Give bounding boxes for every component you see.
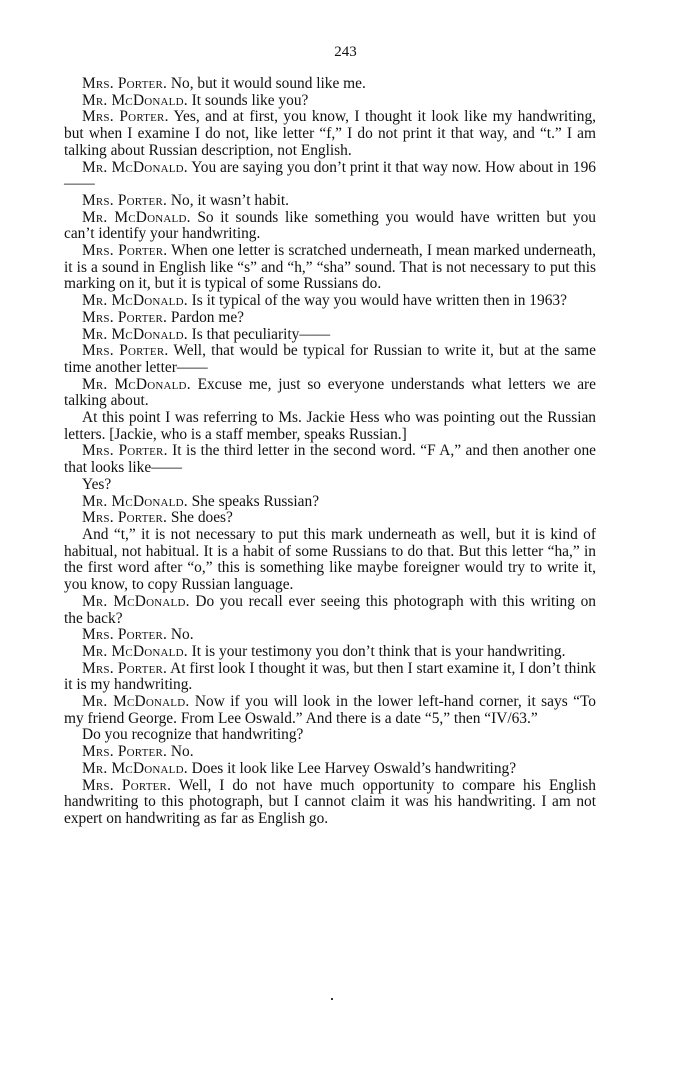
paragraph-text: Yes, and at first, you know, I thought it look like my handwriting, but when I examine I do not, like letter “f,” I do not print it that way, and “t.” I am talking about Russian description, not English. xyxy=(64,108,596,159)
speaker-label: Mrs. Porter. xyxy=(82,659,168,677)
speaker-label: Mr. McDonald. xyxy=(82,292,188,310)
testimony-paragraph xyxy=(64,510,596,527)
testimony-paragraph xyxy=(64,310,596,327)
paragraph-text: Pardon me? xyxy=(167,308,244,326)
paragraph-text: When one letter is scratched underneath, I mean marked underneath, it is a sound in English like “s” and “h,” “sha” sound. That is not necessary to put this marking on it, but it is typical of some Russians do. xyxy=(64,242,596,293)
speaker-label: Mr. McDonald. xyxy=(82,592,190,610)
testimony-paragraph xyxy=(64,744,596,761)
stray-mark xyxy=(331,998,333,1000)
paragraph-text: Do you recognize that handwriting? xyxy=(82,726,304,744)
paragraph-text: Well, that would be typical for Russian to write it, but at the same time another letter—— xyxy=(64,342,596,376)
testimony-paragraph xyxy=(64,410,596,443)
speaker-label: Mr. McDonald. xyxy=(82,325,188,343)
paragraph-text: You are saying you don’t print it that way now. How about in 196—— xyxy=(64,158,596,193)
speaker-label: Mr. McDonald. xyxy=(82,91,188,109)
speaker-label: Mr. McDonald. xyxy=(82,158,188,176)
paragraph-text: She does? xyxy=(167,509,233,527)
paragraph-text: Now if you will look in the lower left-hand corner, it says “To my friend George. From Lee Oswald.” And there is a date “5,” then “IV/63.” xyxy=(64,693,597,727)
speaker-label: Mrs. Porter. xyxy=(82,108,169,126)
testimony-paragraph xyxy=(64,443,596,476)
speaker-label: Mrs. Porter. xyxy=(82,242,168,260)
testimony-paragraph xyxy=(64,778,596,828)
testimony-text xyxy=(64,76,596,828)
paragraph-text: No, but it would sound like me. xyxy=(167,75,366,92)
paragraph-text: Does it look like Lee Harvey Oswald’s handwriting? xyxy=(187,759,517,777)
paragraph-text: It is your testimony you don’t think that is your handwriting. xyxy=(187,642,566,660)
testimony-paragraph xyxy=(64,210,596,243)
speaker-label: Mr. McDonald. xyxy=(82,375,191,393)
testimony-paragraph xyxy=(64,527,596,594)
testimony-paragraph xyxy=(64,627,596,644)
paragraph-text: So it sounds like something you would have written but you can’t identify your handwriting. xyxy=(64,208,596,243)
testimony-paragraph xyxy=(64,327,596,344)
testimony-paragraph xyxy=(64,644,596,661)
page-number: 243 xyxy=(334,44,357,60)
testimony-paragraph xyxy=(64,477,596,494)
paragraph-text: At this point I was referring to Ms. Jackie Hess who was pointing out the Russian letters. [Jackie, who is a staff member, speaks Russian.] xyxy=(64,409,596,443)
speaker-label: Mr. McDonald. xyxy=(82,208,191,226)
speaker-label: Mr. McDonald. xyxy=(82,693,190,711)
paragraph-text: It sounds like you? xyxy=(187,91,309,109)
testimony-paragraph xyxy=(64,594,596,627)
speaker-label: Mrs. Porter. xyxy=(82,509,168,527)
testimony-paragraph xyxy=(64,694,596,727)
paragraph-text: Is it typical of the way you would have written then in 1963? xyxy=(187,292,567,310)
speaker-label: Mrs. Porter. xyxy=(82,191,168,209)
testimony-paragraph xyxy=(64,293,596,310)
paragraph-text: She speaks Russian? xyxy=(187,492,320,510)
speaker-label: Mrs. Porter. xyxy=(82,75,168,92)
testimony-paragraph xyxy=(64,193,596,210)
testimony-paragraph xyxy=(64,727,596,744)
speaker-label: Mrs. Porter. xyxy=(82,743,168,761)
paragraph-text: No. xyxy=(167,743,194,761)
speaker-label: Mr. McDonald. xyxy=(82,759,188,777)
testimony-paragraph xyxy=(64,761,596,778)
speaker-label: Mr. McDonald. xyxy=(82,492,188,510)
testimony-paragraph xyxy=(64,343,596,376)
speaker-label: Mrs. Porter. xyxy=(82,626,168,644)
paragraph-text: And “t,” it is not necessary to put this mark underneath as well, but it is kind of habitual, not habitual. It is a habit of some Russians to do that. But this letter “ha,” in the first word after “o,” this is something like maybe foreigner would try to write it, you know, to copy Russian language. xyxy=(64,525,596,594)
testimony-paragraph xyxy=(64,76,596,93)
speaker-label: Mr. McDonald. xyxy=(82,642,188,660)
testimony-paragraph xyxy=(64,494,596,511)
testimony-paragraph xyxy=(64,661,596,694)
paragraph-text: Well, I do not have much opportunity to compare his English handwriting to this photograph, but I cannot claim it was his handwriting. I am not expert on handwriting as far as English go. xyxy=(64,776,596,827)
paragraph-text: No, it wasn’t habit. xyxy=(167,191,290,209)
testimony-paragraph xyxy=(64,377,596,410)
speaker-label: Mrs. Porter. xyxy=(82,342,169,360)
paragraph-text: No. xyxy=(167,626,194,644)
testimony-paragraph xyxy=(64,93,596,110)
paragraph-text: It is the third letter in the second word. “F A,” and then another one that looks like—— xyxy=(64,442,596,477)
testimony-paragraph xyxy=(64,243,596,293)
speaker-label: Mrs. Porter. xyxy=(82,308,168,326)
speaker-label: Mrs. Porter. xyxy=(82,776,172,794)
paragraph-text: At first look I thought it was, but then I start examine it, I don’t think it is my handwriting. xyxy=(64,659,596,694)
speaker-label: Mrs. Porter. xyxy=(82,442,168,460)
paragraph-text: Yes? xyxy=(82,475,112,493)
paragraph-text: Is that peculiarity—— xyxy=(187,325,331,343)
testimony-paragraph xyxy=(64,109,596,159)
paragraph-text: Do you recall ever seeing this photograph with this writing on the back? xyxy=(64,592,596,627)
paragraph-text: Excuse me, just so everyone understands what letters we are talking about. xyxy=(64,375,597,410)
testimony-paragraph xyxy=(64,160,596,193)
